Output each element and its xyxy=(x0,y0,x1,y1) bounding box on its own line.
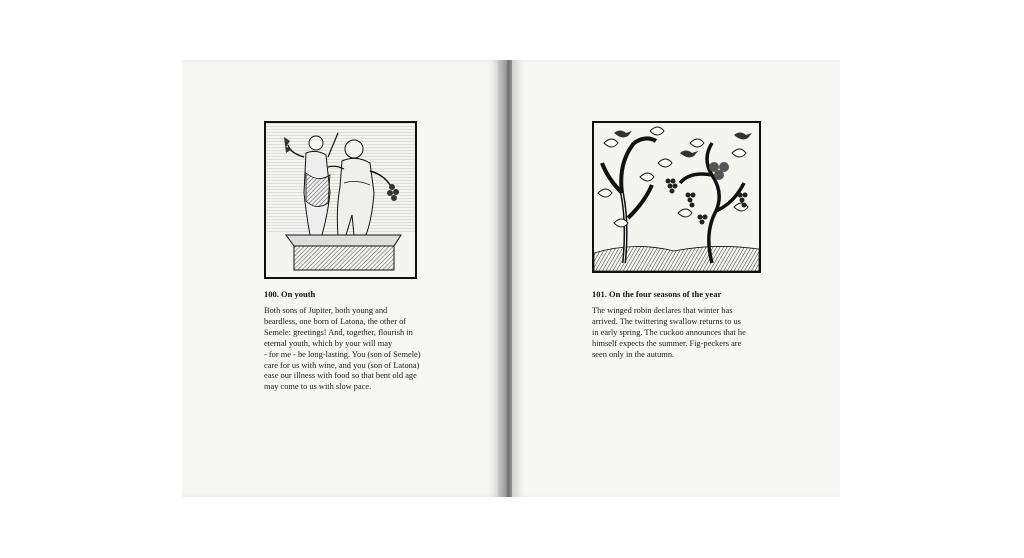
poem-line: ease our illness with food so that bent old age xyxy=(264,371,417,381)
right-page-title: 101. On the four seasons of the year xyxy=(592,289,722,299)
left-page-poem xyxy=(264,306,421,393)
poem-line: - for me - be long-lasting. You (son of Semele) xyxy=(264,349,421,359)
poem-line: seen only in the autumn. xyxy=(592,349,675,359)
right-page-poem xyxy=(592,306,746,361)
poem-line: eternal youth, which by your will may xyxy=(264,338,393,348)
woodcut-trees-birds-illustration xyxy=(592,121,761,273)
left-page xyxy=(182,60,502,497)
woodcut-trees-drawing xyxy=(594,123,759,271)
woodcut-youths-drawing xyxy=(266,123,415,277)
poem-line: Both sons of Jupiter, both young and xyxy=(264,306,388,315)
poem-line: Semele: greetings! And, together, flourish in xyxy=(264,327,413,337)
poem-line: care for us with wine, and you (son of Latona) xyxy=(264,360,420,370)
poem-line: may come to us with slow pace. xyxy=(264,382,372,392)
poem-line: arrived. The twittering swallow returns to us xyxy=(592,316,741,326)
poem-line: himself expects the summer. Fig-peckers are xyxy=(592,338,742,348)
book-spread xyxy=(182,60,840,497)
poem-line: in early spring. The cuckoo announces that he xyxy=(592,327,746,337)
woodcut-two-youths-illustration xyxy=(264,121,417,279)
left-page-title: 100. On youth xyxy=(264,289,316,299)
poem-line: The winged robin declares that winter has xyxy=(592,306,733,315)
right-page xyxy=(512,60,840,497)
poem-line: beardless, one born of Latona, the other of xyxy=(264,316,407,326)
